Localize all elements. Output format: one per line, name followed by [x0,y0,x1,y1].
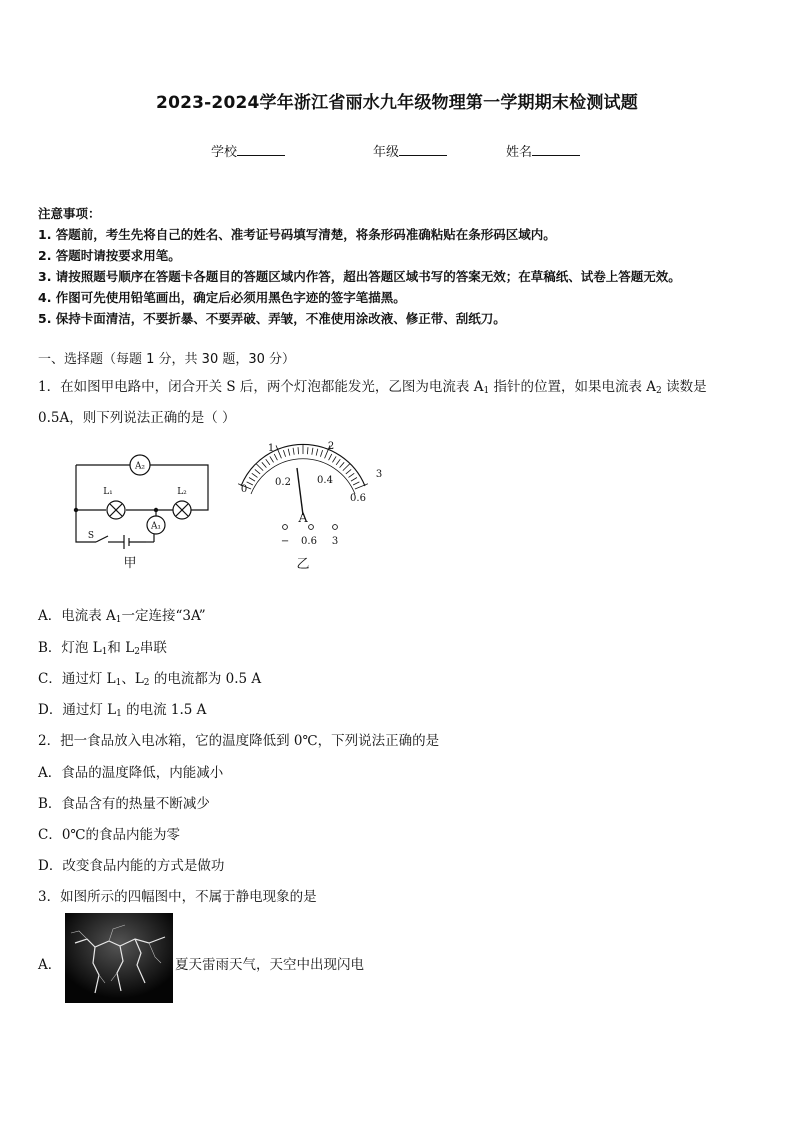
lamp-l2-label: L₂ [177,487,187,497]
q1-option-b[interactable]: B．灯泡 $L_1$和 $L_2$串联 [38,640,167,657]
dial-tick [270,456,274,462]
dial-tick [351,477,357,481]
dial-tick [312,448,313,455]
q2-option-c[interactable]: C．0℃的食品内能为零 [38,827,181,843]
dial-tick [266,459,270,465]
question-2-stem: 2．把一食品放入电冰箱，它的温度降低到 0℃，下列说法正确的是 [38,733,440,749]
scale-bottom-2: 0.4 [317,475,333,486]
name-label: 姓名 [506,145,533,160]
lamp-l1-label: L₁ [103,487,113,497]
scale-bottom-3: 0.6 [350,493,366,504]
dial-tick [262,462,267,467]
ammeter-dial [238,441,382,547]
scale-bottom-1: 0.2 [275,477,291,488]
terminal-minus: − [280,536,290,547]
dial-tick [316,449,318,456]
dial-tick [274,454,277,460]
dial-tick [340,462,345,467]
q2-option-b[interactable]: B．食品含有的热量不断减少 [38,796,210,812]
school-field [211,141,285,160]
lightning-image [65,913,173,1003]
dial-tick [255,469,260,474]
dial-tick [353,482,359,485]
question-1-figure [58,432,398,574]
dial-tick [298,447,299,454]
dial-tick [249,477,255,481]
school-blank[interactable] [237,143,285,156]
dial-tick [283,450,285,457]
ammeter-a1-label: A₁ [150,521,162,532]
section-heading: 一、选择题（每题 1 分，共 30 题，30 分） [38,352,296,367]
question-1-stem-line1: 1．在如图甲电路中，闭合开关 S 后，两个灯泡都能发光，乙图为电流表 $A_1$ 指针的位置，如果电流表 $A_2$ 读数是 [38,379,707,396]
q2-option-a[interactable]: A．食品的温度降低，内能减小 [38,765,224,781]
scale-top-2: 2 [327,441,335,452]
dial-tick [293,448,294,455]
grade-field [373,141,447,160]
school-label: 学校 [211,145,238,160]
dial-tick [336,459,340,465]
dial-tick [256,464,263,471]
q3-option-a-label[interactable]: A． [38,957,62,973]
dial-tick [349,473,355,477]
terminal-06: 0.6 [301,536,317,547]
name-blank[interactable] [532,143,580,156]
dial-tick [320,450,322,457]
note-item: 4. 作图可先使用铅笔画出，确定后必须用黑色字迹的签字笔描黑。 [38,290,406,305]
dial-tick [276,445,281,458]
q1-option-c[interactable]: C．通过灯 $L_1$、$L_2$ 的电流都为 0.5 A [38,671,262,688]
q1-option-d[interactable]: D．通过灯 $L_1$ 的电流 1.5 A [38,702,207,719]
dial-tick [346,469,351,474]
dial-tick [355,484,368,489]
dial-tick [343,464,350,471]
dial-tick [288,449,290,456]
q1-option-a[interactable]: A．电流表 $A_1$一定连接“3A” [38,608,206,625]
dial-tick [329,454,332,460]
terminal-3: 3 [331,536,339,547]
q2-option-d[interactable]: D．改变食品内能的方式是做功 [38,858,225,874]
note-item: 5. 保持卡面清洁，不要折暴、不要弄破、弄皱，不准使用涂改液、修正带、刮纸刀。 [38,311,506,326]
grade-label: 年级 [373,145,400,160]
page-title: 2023-2024学年浙江省丽水九年级物理第一学期期末检测试题 [156,93,638,113]
dial-tick [247,482,253,485]
q3-option-a-text: 夏天雷雨天气，天空中出现闪电 [175,957,364,973]
figure-jia-caption: 甲 [123,556,137,571]
scale-zero: 0 [240,484,248,495]
note-item: 2. 答题时请按要求用笔。 [38,248,181,263]
question-1-stem-line2: 0.5A，则下列说法正确的是（ ） [38,410,236,426]
grade-blank[interactable] [399,143,447,156]
meter-letter: A [298,511,308,526]
switch-s-label: S [87,531,95,541]
figure-yi-caption: 乙 [296,557,310,572]
dial-tick [252,473,258,477]
ammeter-a2-label: A₂ [134,461,146,472]
question-3-stem: 3．如图所示的四幅图中，不属于静电现象的是 [38,889,317,905]
note-item: 1. 答题前，考生先将自己的姓名、准考证号码填写清楚，将条形码准确粘贴在条形码区域内。 [38,227,556,242]
note-item: 3. 请按照题号顺序在答题卡各题目的答题区域内作答，超出答题区域书写的答案无效；在草稿纸、试卷上答题无效。 [38,269,681,284]
dial-tick [332,456,336,462]
scale-top-1: 1 [267,443,275,454]
name-field [506,141,580,160]
dial-tick [307,447,308,454]
scale-top-3: 3 [375,469,383,480]
notes-heading: 注意事项： [38,206,101,221]
